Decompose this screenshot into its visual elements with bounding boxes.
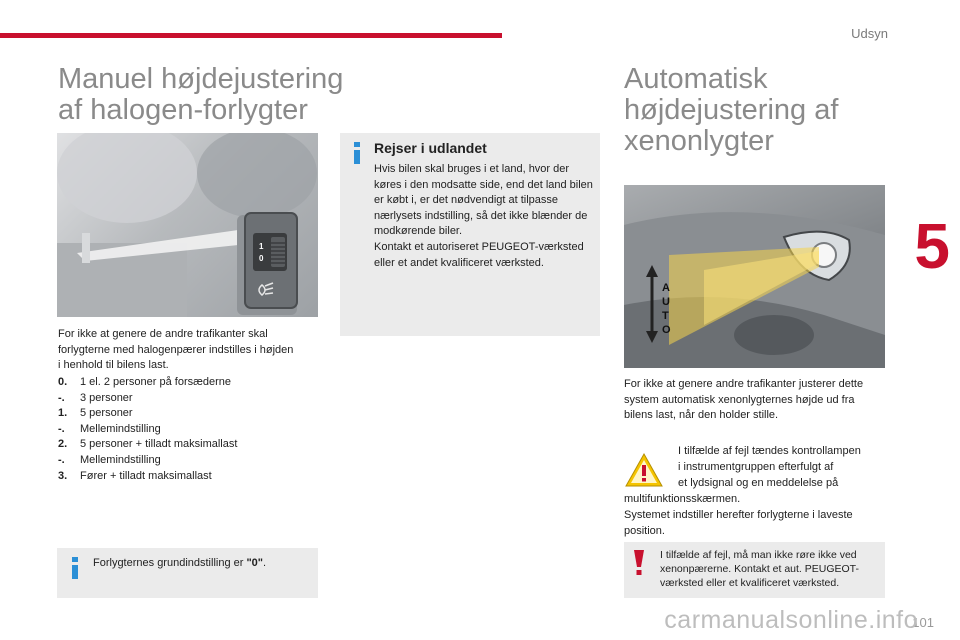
list-item: -. Mellemindstilling [58, 453, 161, 466]
travel-abroad-text: Hvis bilen skal bruges i et land, hvor der køres i den modsatte side, end det land bilen er købt i, er det nødvendigt at tilpasse nærlysets indstilling, så det ikke blænder de modkørende biler. Kontakt et autoriseret PEUGEOT-værksted eller et andet kvalificeret værksted. [374, 163, 593, 269]
xenon-headlight-photo [624, 185, 885, 368]
top-accent-bar [0, 33, 502, 38]
chapter-number: 5 [914, 210, 950, 282]
auto-letter: O [662, 324, 671, 336]
xenon-intro: For ikke at genere andre trafikanter justerer dette system automatisk xenonlygternes højde ud fra bilens last, når den holder stille. [624, 378, 864, 422]
auto-letter: T [662, 310, 669, 322]
watermark: carmanualsonline.info [664, 606, 918, 634]
dial-label-1: 1 [259, 242, 264, 251]
list-item: 1. 5 personer [58, 407, 133, 420]
dashboard-illustration [57, 133, 318, 317]
info-icon [348, 142, 366, 164]
page-number: 101 [912, 615, 934, 630]
xenon-fault-text: I tilfælde af fejl tændes kontrollampen i instrumentgruppen efterfulgt af et lydsignal og en meddelelse på multifunktionsskærmen. Systemet indstiller herefter forlygterne i laveste position. [624, 445, 861, 537]
list-item: -. 3 personer [58, 391, 133, 404]
default-setting-note: Forlygternes grundindstilling er "0". [93, 557, 267, 569]
list-item: 2. 5 personer + tilladt maksimallast [58, 438, 238, 451]
list-item: -. Mellemindstilling [58, 422, 161, 435]
section-title: Udsyn [851, 26, 888, 41]
auto-letter: A [662, 282, 670, 294]
info-icon [66, 557, 84, 579]
dial-label-0: 0 [259, 254, 264, 263]
exclamation-icon [632, 550, 646, 576]
page-title-halogen: Manuel højdejustering af halogen-forlygter [58, 63, 344, 126]
xenon-headlight-illustration [624, 185, 885, 368]
xenon-warning-text: I tilfælde af fejl, må man ikke røre ikke ved xenonpærerne. Kontakt et aut. PEUGEOT-værksted eller et kvalificeret værksted. [660, 549, 860, 589]
halogen-intro: For ikke at genere de andre trafikanter skal forlygterne med halogenpærer indstilles i højden i henhold til bilens last. [58, 328, 294, 372]
page-title-xenon: Automatisk højdejustering af xenonlygter [624, 63, 839, 157]
dashboard-photo [57, 133, 318, 317]
list-item: 0. 1 el. 2 personer på forsæderne [58, 376, 232, 388]
auto-letter: U [662, 296, 670, 308]
travel-abroad-title: Rejser i udlandet [374, 140, 487, 156]
load-settings-list [58, 375, 318, 484]
list-item: 3. Fører + tilladt maksimallast [58, 469, 212, 482]
